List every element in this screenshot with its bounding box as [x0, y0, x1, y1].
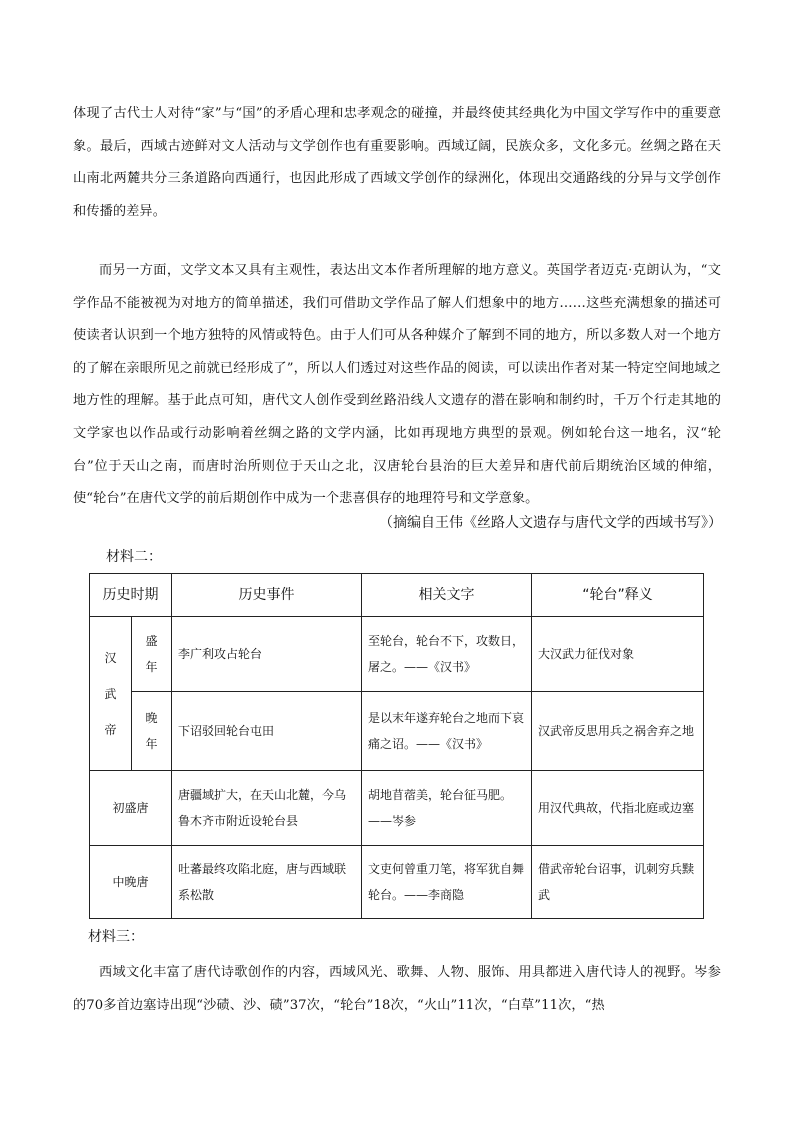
table-header-row [90, 574, 704, 617]
event-cell: 下诏驳回轮台屯田 [172, 692, 362, 771]
period-label: 汉武帝 [104, 650, 117, 737]
table-row [90, 617, 704, 692]
paragraph-1: 体现了古代士人对待“家”与“国”的矛盾心理和忠孝观念的碰撞，并最终使其经典化为中国文学写作中的重要意象。最后，西域古迹鲜对文人活动与文学创作也有重要影响。西域辽阔，民族众多，文化多元。丝绸之路在天山南北两麓共分三条道路向西通行，也因此形成了西域文学创作的绿洲化，体现出交通路线的分异与文学创作和传播的差异。 [73, 106, 721, 219]
table-header: 历史时期 [90, 574, 172, 617]
paragraph-3: 西域文化丰富了唐代诗歌创作的内容，西域风光、歌舞、人物、服饰、用具都进入唐代诗人的视野。岑参的70多首边塞诗出现“沙碛、沙、碛”37次，“轮台”18次，“火山”11次，“白草”11次，“热 [73, 965, 721, 1013]
sub-period-cell: 盛年 [132, 617, 172, 692]
table-row [90, 771, 704, 846]
history-table [89, 573, 704, 919]
event-cell: 李广利攻占轮台 [172, 617, 362, 692]
table-row [90, 692, 704, 771]
meaning-cell: 借武帝轮台诏事，讥刺穷兵黩武 [532, 846, 704, 919]
period-cell: 中晚唐 [90, 846, 172, 919]
text-cell: 至轮台，轮台不下，攻数日，屠之。——《汉书》 [362, 617, 532, 692]
material-three-label: 材料三： [88, 929, 144, 945]
text-cell: 文吏何曾重刀笔，将军犹自舞轮台。——李商隐 [362, 846, 532, 919]
period-cell: 初盛唐 [90, 771, 172, 846]
table-header: 相关文字 [362, 574, 532, 617]
period-cell-han-wudi [90, 617, 132, 771]
event-cell: 吐蕃最终攻陷北庭，唐与西域联系松散 [172, 846, 362, 919]
table-header: 历史事件 [172, 574, 362, 617]
text-cell: 胡地苜蓿美，轮台征马肥。——岑参 [362, 771, 532, 846]
table-header: “轮台”释义 [532, 574, 704, 617]
meaning-cell: 汉武帝反思用兵之祸舍弃之地 [532, 692, 704, 771]
text-cell: 是以末年遂弃轮台之地而下哀痛之诏。——《汉书》 [362, 692, 532, 771]
meaning-cell: 用汉代典故，代指北庭或边塞 [532, 771, 704, 846]
citation: （摘编自王伟《丝路人文遗存与唐代文学的西域书写》） [379, 515, 722, 531]
table-row [90, 846, 704, 919]
sub-period-cell: 晚年 [132, 692, 172, 771]
paragraph-2: 而另一方面，文学文本又具有主观性，表达出文本作者所理解的地方意义。英国学者迈克·克朗认为，“文学作品不能被视为对地方的简单描述，我们可借助文学作品了解人们想象中的地方……这些充满想象的描述可使读者认识到一个地方独特的风情或特色。由于人们可从各种媒介了解到不同的地方，所以多数人对一个地方的了解在亲眼所见之前就已经形成了”，所以人们透过对这些作品的阅读，可以读出作者对某一特定空间地域之地方性的理解。基于此点可知，唐代文人创作受到丝路沿线人文遗存的潜在影响和制约时，千万个行走其地的文学家也以作品或行动影响着丝绸之路的文学内涵，比如再现地方典型的景观。例如轮台这一地名，汉“轮台”位于天山之南，而唐时治所则位于天山之北，汉唐轮台县治的巨大差异和唐代前后期统治区域的伸缩，使“轮台”在唐代文学的前后期创作中成为一个悲喜俱存的地理符号和文学意象。 [73, 263, 721, 507]
material-two-label: 材料二： [106, 549, 162, 565]
event-cell: 唐疆域扩大，在天山北麓，今乌鲁木齐市附近设轮台县 [172, 771, 362, 846]
meaning-cell: 大汉武力征伐对象 [532, 617, 704, 692]
